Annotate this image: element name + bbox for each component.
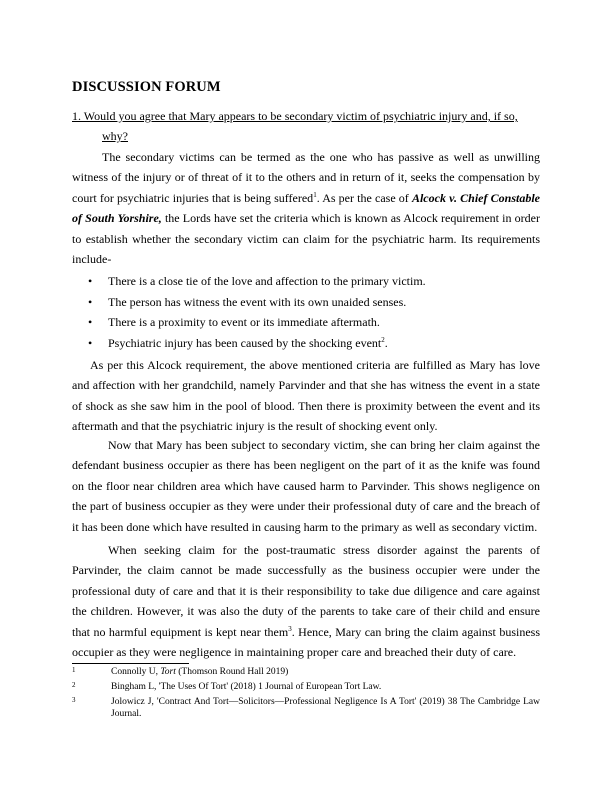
bullet-icon: • <box>88 315 93 329</box>
footnote-text: (Thomson Round Hall 2019) <box>175 667 289 677</box>
footnote-text: Bingham L, 'The Uses Of Tort' (2018) 1 Journal of European Tort Law. <box>111 682 382 692</box>
bullet-icon: • <box>88 294 93 309</box>
list-item-text: There is a proximity to event or its immediate aftermath. <box>108 315 380 329</box>
footnote-2 <box>72 681 540 693</box>
footnote-ref-3[interactable]: 3 <box>288 624 292 633</box>
list-item-text: . <box>384 335 388 350</box>
paragraph-text: . Hence, Mary can bring the claim against business occupier as they were negligence in maintaining proper care and breached their duty of care. <box>72 624 540 660</box>
footnote-ref-1[interactable]: 1 <box>313 190 317 199</box>
footnote-number: 2 <box>72 681 76 689</box>
list-item <box>72 271 540 292</box>
list-item-text: The person has witness the event with its own unaided senses. <box>108 294 407 309</box>
footnote-3 <box>72 696 540 720</box>
footnotes <box>72 666 540 723</box>
footnote-title: Tort <box>160 667 176 677</box>
question-line-1: 1. Would you agree that Mary appears to be secondary victim of psychiatric injury and, if so, <box>72 109 518 123</box>
paragraph-ptsd-claim <box>72 540 540 662</box>
list-item <box>72 333 540 354</box>
list-item-text: There is a close tie of the love and affection to the primary victim. <box>108 274 426 288</box>
question-heading <box>72 106 540 146</box>
list-item <box>72 312 540 333</box>
bullet-icon: • <box>88 335 93 350</box>
list-item-text: Psychiatric injury has been caused by the shocking event <box>108 335 382 350</box>
paragraph-business-occupier: Now that Mary has been subject to secondary victim, she can bring her claim against the defendant business occupier as there has been negligent on the part of it as the knife was found on the floor near children area which have caused harm to Parvinder. This shows negligence on the part of business occupier as they were under their professional duty of care and the breach of it has been done which have resulted in causing harm to the primary as well as secondary victim. <box>72 438 540 534</box>
paragraph-secondary-victims <box>72 147 540 269</box>
case-citation: Alcock v. Chief Constable of South Yorshire, <box>72 190 541 226</box>
footnote-number: 3 <box>72 696 76 704</box>
footnote-number: 1 <box>72 666 76 674</box>
list-item <box>72 292 540 313</box>
paragraph-text: . As per the case of <box>316 190 412 205</box>
paragraph-text: The secondary victims can be termed as the one who has passive as well as unwilling witness of the injury or of threat of it to the others and in return of it, seeks the compensation by court for psychiatric injuries that is being suffered <box>72 150 540 205</box>
footnote-separator <box>72 663 189 664</box>
paragraph-text: the Lords have set the criteria which is known as Alcock requirement in order to establish whether the secondary victim can claim for the psychiatric harm. Its requirements include- <box>72 211 540 267</box>
bullet-icon: • <box>88 274 93 288</box>
footnote-1 <box>72 666 540 678</box>
footnote-text: Jolowicz J, 'Contract And Tort—Solicitors—Professional Negligence Is A Tort' (2019) 38 The Cambridge Law Journal. <box>111 697 540 719</box>
paragraph-alcock-requirement: As per this Alcock requirement, the above mentioned criteria are fulfilled as Mary has love and affection with her grandchild, namely Parvinder and that she has witness the event in a state of shock as she saw him in the pool of blood. Then there is proximity between the event and its aftermath and that the psychiatric injury is the result of shocking event only. <box>72 358 540 434</box>
paragraph-text: When seeking claim for the post-traumatic stress disorder against the parents of Parvinder, the claim cannot be made successfully as the business occupier were under the professional duty of care and that it is their responsibility to take due diligence and care against the children. However, it was also the duty of the parents to take care of their child and ensure that no harmful equipment is kept near them <box>72 543 540 639</box>
requirements-list <box>72 271 540 353</box>
page-title: DISCUSSION FORUM <box>72 79 221 95</box>
footnote-ref-2[interactable]: 2 <box>381 335 385 344</box>
footnote-text: Connolly U, <box>111 667 161 677</box>
question-line-2: why? <box>102 129 128 143</box>
